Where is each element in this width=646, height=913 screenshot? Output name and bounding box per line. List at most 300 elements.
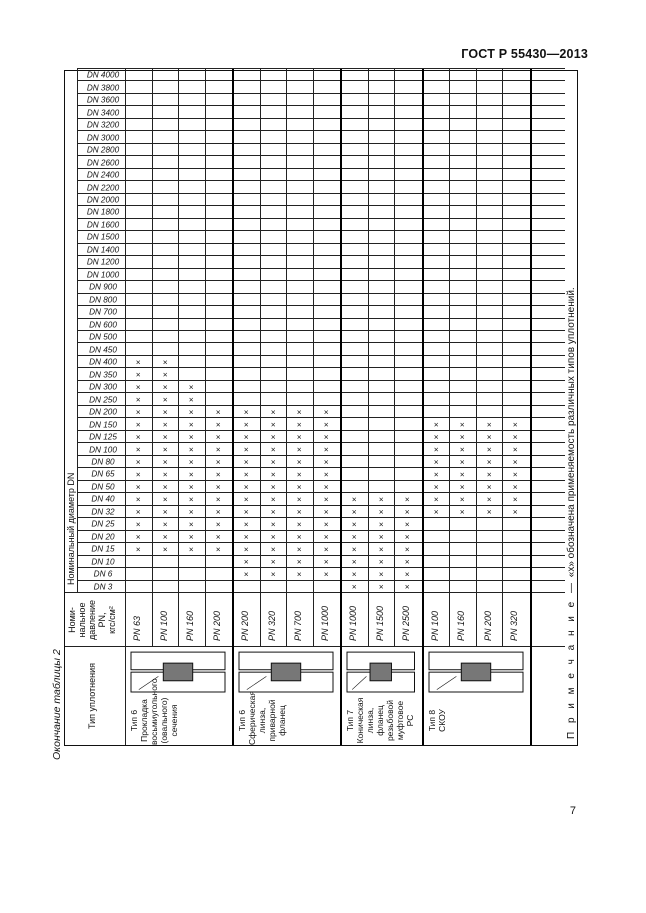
applicability-mark: × bbox=[212, 434, 223, 440]
applicability-mark: × bbox=[375, 496, 386, 502]
applicability-mark: × bbox=[510, 447, 521, 453]
pressure-value: PN 1000 bbox=[348, 605, 359, 641]
applicability-mark: × bbox=[159, 359, 170, 365]
applicability-mark: × bbox=[186, 521, 197, 527]
type-column-title: Тип уплотнения bbox=[87, 663, 97, 730]
grid-column-line bbox=[77, 480, 565, 481]
applicability-mark: × bbox=[320, 571, 331, 577]
row-rule bbox=[368, 69, 369, 647]
header-bottom-rule bbox=[125, 69, 126, 745]
applicability-mark: × bbox=[241, 534, 252, 540]
applicability-mark: × bbox=[241, 422, 252, 428]
applicability-mark: × bbox=[267, 422, 278, 428]
applicability-mark: × bbox=[267, 521, 278, 527]
applicability-mark: × bbox=[186, 422, 197, 428]
applicability-mark: × bbox=[510, 496, 521, 502]
applicability-mark: × bbox=[402, 546, 413, 552]
dn-column-label: DN 4000 bbox=[86, 70, 120, 80]
grid-column-line bbox=[77, 580, 565, 581]
applicability-mark: × bbox=[133, 384, 144, 390]
applicability-mark: × bbox=[375, 534, 386, 540]
applicability-mark: × bbox=[320, 472, 331, 477]
applicability-mark: × bbox=[241, 496, 252, 502]
applicability-mark: × bbox=[159, 534, 170, 540]
grid-column-line bbox=[77, 542, 565, 543]
type-label-line: Сферическая линза, bbox=[247, 691, 267, 745]
type-label-line: Тип 6 bbox=[237, 709, 247, 732]
applicability-mark: × bbox=[510, 459, 521, 465]
dn-column-label: DN 100 bbox=[89, 445, 117, 455]
applicability-mark: × bbox=[320, 422, 331, 428]
type-label-line: Тип 6 bbox=[129, 709, 139, 732]
grid-column-line bbox=[77, 230, 565, 231]
applicability-mark: × bbox=[212, 509, 223, 515]
dn-column-label: DN 800 bbox=[89, 295, 117, 305]
applicability-mark: × bbox=[349, 521, 360, 527]
applicability-mark: × bbox=[320, 484, 331, 490]
grid-column-line bbox=[77, 392, 565, 393]
grid-column-line bbox=[77, 168, 565, 169]
applicability-mark: × bbox=[402, 496, 413, 502]
pressure-value: PN 700 bbox=[293, 610, 304, 641]
applicability-mark: × bbox=[133, 546, 144, 552]
applicability-mark: × bbox=[186, 447, 197, 453]
pressure-value: PN 200 bbox=[240, 610, 251, 641]
applicability-mark: × bbox=[212, 484, 223, 490]
applicability-mark: × bbox=[375, 546, 386, 552]
applicability-mark: × bbox=[430, 472, 441, 477]
grid-column-line bbox=[77, 193, 565, 194]
dn-column-label: DN 150 bbox=[89, 420, 117, 430]
type-label-line: Тип 8 bbox=[426, 709, 437, 732]
applicability-mark: × bbox=[294, 521, 305, 527]
applicability-mark: × bbox=[349, 509, 360, 515]
dn-column-label: DN 700 bbox=[89, 307, 117, 317]
dn-column-label: DN 600 bbox=[89, 320, 117, 330]
dn-column-label: DN 1400 bbox=[86, 245, 120, 255]
table-note bbox=[566, 287, 577, 739]
applicability-mark: × bbox=[402, 534, 413, 540]
grid-column-line bbox=[77, 318, 565, 319]
grid-column-line bbox=[77, 342, 565, 343]
applicability-mark: × bbox=[294, 484, 305, 490]
applicability-mark: × bbox=[457, 472, 468, 477]
grid-column-line bbox=[77, 180, 565, 181]
grid-column-line bbox=[77, 205, 565, 206]
applicability-mark: × bbox=[402, 509, 413, 515]
applicability-mark: × bbox=[133, 484, 144, 490]
applicability-mark: × bbox=[402, 559, 413, 565]
applicability-mark: × bbox=[267, 496, 278, 502]
grid-column-line bbox=[77, 405, 565, 406]
applicability-mark: × bbox=[267, 571, 278, 577]
applicability-mark: × bbox=[241, 409, 252, 415]
applicability-mark: × bbox=[267, 447, 278, 453]
applicability-mark: × bbox=[402, 571, 413, 577]
applicability-mark: × bbox=[483, 459, 494, 465]
pressure-title-line: PN, bbox=[97, 612, 107, 628]
pressure-value: PN 63 bbox=[132, 615, 143, 641]
pressure-title-line: давление bbox=[87, 599, 97, 641]
applicability-mark: × bbox=[159, 521, 170, 527]
grid-column-line bbox=[77, 555, 565, 556]
grid-column-line bbox=[77, 330, 565, 331]
grid-column-line bbox=[77, 255, 565, 256]
applicability-mark: × bbox=[320, 447, 331, 453]
applicability-mark: × bbox=[241, 546, 252, 552]
note-prefix: П р и м е ч а н и е — bbox=[566, 580, 577, 739]
applicability-mark: × bbox=[186, 434, 197, 440]
grid-column-line bbox=[77, 530, 565, 531]
grid-column-line bbox=[65, 592, 565, 593]
grid-column-line bbox=[77, 417, 565, 418]
applicability-mark: × bbox=[159, 372, 170, 378]
dn-column-label: DN 2000 bbox=[86, 195, 120, 205]
applicability-mark: × bbox=[430, 422, 441, 428]
dn-column-label: DN 6 bbox=[93, 569, 113, 579]
grid-column-line bbox=[77, 155, 565, 156]
applicability-mark: × bbox=[294, 409, 305, 415]
applicability-mark: × bbox=[212, 546, 223, 552]
row-rule bbox=[260, 69, 261, 647]
dn-column-label: DN 500 bbox=[89, 332, 117, 342]
dn-column-label: DN 25 bbox=[91, 519, 115, 529]
applicability-mark: × bbox=[375, 584, 386, 590]
applicability-mark: × bbox=[430, 447, 441, 453]
dn-column-label: DN 350 bbox=[89, 370, 117, 380]
row-rule bbox=[205, 69, 206, 647]
group-rule bbox=[340, 69, 342, 745]
applicability-mark: × bbox=[457, 496, 468, 502]
applicability-mark: × bbox=[133, 372, 144, 378]
applicability-mark: × bbox=[349, 571, 360, 577]
applicability-mark: × bbox=[267, 509, 278, 515]
type-label-line: сечения bbox=[169, 704, 179, 737]
applicability-mark: × bbox=[294, 459, 305, 465]
pressure-value: PN 200 bbox=[211, 610, 222, 641]
applicability-mark: × bbox=[349, 584, 360, 590]
applicability-mark: × bbox=[186, 534, 197, 540]
grid-column-line bbox=[77, 567, 565, 568]
applicability-mark: × bbox=[457, 447, 468, 453]
applicability-mark: × bbox=[186, 459, 197, 465]
applicability-mark: × bbox=[294, 496, 305, 502]
applicability-mark: × bbox=[186, 409, 197, 415]
dn-column-label: DN 400 bbox=[89, 357, 117, 367]
pressure-title-line: нальное bbox=[77, 602, 87, 638]
applicability-mark: × bbox=[430, 484, 441, 490]
page-number: 7 bbox=[569, 805, 576, 817]
seal-drawing-icon bbox=[345, 650, 417, 694]
dn-column-label: DN 250 bbox=[89, 395, 117, 405]
dn-column-label: DN 2600 bbox=[86, 158, 120, 168]
applicability-mark: × bbox=[510, 472, 521, 477]
applicability-mark: × bbox=[186, 496, 197, 502]
applicability-mark: × bbox=[294, 472, 305, 477]
type-label-line: Прокладка bbox=[139, 699, 149, 742]
dn-group-title: Номинальный диаметр DN bbox=[66, 472, 76, 585]
seal-drawing-icon bbox=[129, 650, 227, 694]
pressure-value: PN 2500 bbox=[401, 605, 412, 641]
applicability-mark: × bbox=[186, 484, 197, 490]
pressure-value: PN 160 bbox=[456, 610, 467, 641]
applicability-mark: × bbox=[133, 434, 144, 440]
applicability-mark: × bbox=[320, 496, 331, 502]
grid-column-line bbox=[77, 93, 565, 94]
pressure-value: PN 320 bbox=[509, 610, 520, 641]
grid-column-line bbox=[77, 455, 565, 456]
grid-column-line bbox=[77, 505, 565, 506]
applicability-mark: × bbox=[159, 397, 170, 403]
grid-column-line bbox=[77, 517, 565, 518]
applicability-mark: × bbox=[241, 472, 252, 477]
applicability-mark: × bbox=[159, 459, 170, 465]
pressure-value: PN 160 bbox=[185, 610, 196, 641]
grid-column-line bbox=[77, 218, 565, 219]
dn-column-label: DN 40 bbox=[91, 494, 115, 504]
applicability-mark: × bbox=[212, 534, 223, 540]
applicability-mark: × bbox=[294, 434, 305, 440]
grid-column-line bbox=[77, 280, 565, 281]
group-rule bbox=[422, 69, 424, 745]
dn-column-label: DN 2800 bbox=[86, 145, 120, 155]
row-rule bbox=[178, 69, 179, 647]
dn-column-label: DN 20 bbox=[91, 532, 115, 542]
grid-column-line bbox=[77, 143, 565, 144]
grid-column-line bbox=[77, 105, 565, 106]
type-label-line: восьмиугольного bbox=[149, 678, 159, 745]
grid-column-line bbox=[77, 130, 565, 131]
pressure-title-line: кгс/см² bbox=[107, 606, 117, 634]
applicability-mark: × bbox=[320, 546, 331, 552]
dn-column-label: DN 1800 bbox=[86, 207, 120, 217]
rotated-table-sheet bbox=[52, 68, 586, 760]
applicability-mark: × bbox=[349, 559, 360, 565]
grid-column-line bbox=[77, 430, 565, 431]
dn-column-label: DN 65 bbox=[91, 469, 115, 479]
applicability-mark: × bbox=[320, 434, 331, 440]
applicability-mark: × bbox=[320, 409, 331, 415]
applicability-mark: × bbox=[212, 496, 223, 502]
table-caption: Окончание таблицы 2 bbox=[51, 649, 63, 760]
grid-column-line bbox=[77, 467, 565, 468]
dn-column-label: DN 32 bbox=[91, 507, 115, 517]
applicability-mark: × bbox=[402, 521, 413, 527]
grid-column-line bbox=[77, 492, 565, 493]
applicability-mark: × bbox=[375, 509, 386, 515]
grid-column-line bbox=[77, 68, 565, 69]
grid-column-line bbox=[77, 293, 565, 294]
dn-column-label: DN 3400 bbox=[86, 108, 120, 118]
applicability-mark: × bbox=[241, 434, 252, 440]
applicability-mark: × bbox=[483, 484, 494, 490]
note-text: «х» обозначена применяемость различных типов уплотнений. bbox=[566, 287, 577, 578]
applicability-mark: × bbox=[457, 422, 468, 428]
applicability-mark: × bbox=[483, 509, 494, 515]
applicability-mark: × bbox=[186, 472, 197, 477]
applicability-mark: × bbox=[349, 534, 360, 540]
applicability-mark: × bbox=[212, 521, 223, 527]
row-rule bbox=[394, 69, 395, 647]
dn-column-label: DN 2400 bbox=[86, 170, 120, 180]
applicability-mark: × bbox=[133, 472, 144, 477]
type-column-divider bbox=[65, 646, 565, 647]
type-label-line: (овального) bbox=[159, 697, 169, 744]
grid-column-line bbox=[77, 305, 565, 306]
applicability-mark: × bbox=[133, 459, 144, 465]
pressure-column-title bbox=[67, 593, 117, 647]
dn-column-label: DN 3800 bbox=[86, 83, 120, 93]
applicability-mark: × bbox=[320, 509, 331, 515]
applicability-mark: × bbox=[483, 472, 494, 477]
type-label-line: приварной фланец bbox=[267, 699, 287, 742]
applicability-mark: × bbox=[186, 397, 197, 403]
applicability-mark: × bbox=[186, 509, 197, 515]
applicability-mark: × bbox=[212, 459, 223, 465]
seal-drawing-icon bbox=[237, 650, 335, 694]
applicability-mark: × bbox=[241, 559, 252, 565]
applicability-mark: × bbox=[430, 434, 441, 440]
dn-column-label: DN 80 bbox=[91, 457, 115, 467]
applicability-mark: × bbox=[133, 534, 144, 540]
dn-column-label: DN 15 bbox=[91, 544, 115, 554]
applicability-mark: × bbox=[457, 509, 468, 515]
applicability-mark: × bbox=[186, 384, 197, 390]
applicability-mark: × bbox=[483, 422, 494, 428]
applicability-mark: × bbox=[402, 584, 413, 590]
applicability-mark: × bbox=[294, 559, 305, 565]
dn-column-label: DN 125 bbox=[89, 432, 117, 442]
pressure-value: PN 100 bbox=[429, 610, 440, 641]
applicability-mark: × bbox=[510, 509, 521, 515]
applicability-mark: × bbox=[294, 509, 305, 515]
dn-title-rule bbox=[77, 69, 78, 593]
applicability-mark: × bbox=[159, 484, 170, 490]
grid-column-line bbox=[77, 243, 565, 244]
applicability-mark: × bbox=[212, 422, 223, 428]
applicability-mark: × bbox=[133, 509, 144, 515]
applicability-mark: × bbox=[241, 509, 252, 515]
applicability-mark: × bbox=[294, 422, 305, 428]
applicability-mark: × bbox=[241, 447, 252, 453]
applicability-mark: × bbox=[159, 546, 170, 552]
applicability-mark: × bbox=[267, 409, 278, 415]
applicability-mark: × bbox=[457, 434, 468, 440]
grid-column-line bbox=[77, 380, 565, 381]
applicability-mark: × bbox=[294, 546, 305, 552]
applicability-mark: × bbox=[133, 447, 144, 453]
seal-type-label bbox=[427, 696, 447, 745]
row-rule bbox=[449, 69, 450, 647]
dn-column-label: DN 2200 bbox=[86, 183, 120, 193]
applicability-mark: × bbox=[212, 472, 223, 477]
seal-drawing-icon bbox=[427, 650, 525, 694]
applicability-mark: × bbox=[375, 559, 386, 565]
dn-column-label: DN 900 bbox=[89, 282, 117, 292]
pressure-value: PN 320 bbox=[266, 610, 277, 641]
applicability-mark: × bbox=[241, 459, 252, 465]
grid-column-line bbox=[77, 80, 565, 81]
applicability-mark: × bbox=[159, 422, 170, 428]
grid-column-line bbox=[77, 442, 565, 443]
dn-column-label: DN 3200 bbox=[86, 120, 120, 130]
row-rule bbox=[502, 69, 503, 647]
applicability-mark: × bbox=[267, 559, 278, 565]
dn-column-label: DN 1000 bbox=[86, 270, 120, 280]
pressure-value: PN 1000 bbox=[319, 605, 330, 641]
applicability-mark: × bbox=[320, 521, 331, 527]
applicability-mark: × bbox=[457, 484, 468, 490]
applicability-mark: × bbox=[241, 521, 252, 527]
applicability-mark: × bbox=[186, 546, 197, 552]
applicability-mark: × bbox=[241, 571, 252, 577]
applicability-mark: × bbox=[320, 559, 331, 565]
row-rule bbox=[286, 69, 287, 647]
pressure-value: PN 100 bbox=[158, 610, 169, 641]
applicability-mark: × bbox=[349, 546, 360, 552]
applicability-mark: × bbox=[457, 459, 468, 465]
applicability-mark: × bbox=[510, 422, 521, 428]
applicability-mark: × bbox=[267, 459, 278, 465]
applicability-mark: × bbox=[483, 447, 494, 453]
type-label-line: Коническая линза, bbox=[355, 697, 375, 744]
applicability-mark: × bbox=[159, 496, 170, 502]
applicability-mark: × bbox=[159, 384, 170, 390]
applicability-mark: × bbox=[510, 434, 521, 440]
applicability-mark: × bbox=[133, 422, 144, 428]
applicability-mark: × bbox=[267, 434, 278, 440]
seal-type-label bbox=[129, 678, 179, 745]
pressure-title-line: Номи- bbox=[67, 607, 77, 633]
applicability-mark: × bbox=[267, 484, 278, 490]
applicability-mark: × bbox=[159, 409, 170, 415]
dn-column-label: DN 1200 bbox=[86, 257, 120, 267]
applicability-mark: × bbox=[159, 509, 170, 515]
applicability-mark: × bbox=[267, 546, 278, 552]
grid-column-line bbox=[77, 367, 565, 368]
dn-column-label: DN 3 bbox=[93, 582, 113, 592]
dn-column-label: DN 50 bbox=[91, 482, 115, 492]
dn-column-label: DN 450 bbox=[89, 345, 117, 355]
applicability-mark: × bbox=[294, 534, 305, 540]
applicability-mark: × bbox=[267, 534, 278, 540]
sealing-types-table bbox=[64, 70, 578, 746]
dn-column-label: DN 1500 bbox=[86, 232, 120, 242]
applicability-mark: × bbox=[430, 459, 441, 465]
applicability-mark: × bbox=[212, 409, 223, 415]
applicability-mark: × bbox=[159, 447, 170, 453]
applicability-mark: × bbox=[133, 397, 144, 403]
applicability-mark: × bbox=[294, 447, 305, 453]
applicability-mark: × bbox=[294, 571, 305, 577]
grid-column-line bbox=[77, 268, 565, 269]
group-rule bbox=[530, 69, 532, 745]
applicability-mark: × bbox=[267, 472, 278, 477]
row-rule bbox=[152, 69, 153, 647]
dn-column-label: DN 10 bbox=[91, 557, 115, 567]
grid-column-line bbox=[77, 355, 565, 356]
dn-column-label: DN 1600 bbox=[86, 220, 120, 230]
applicability-mark: × bbox=[241, 484, 252, 490]
applicability-mark: × bbox=[430, 496, 441, 502]
applicability-mark: × bbox=[430, 509, 441, 515]
dn-column-label: DN 200 bbox=[89, 407, 117, 417]
row-rule bbox=[476, 69, 477, 647]
seal-type-label bbox=[237, 691, 287, 745]
applicability-mark: × bbox=[320, 459, 331, 465]
applicability-mark: × bbox=[133, 359, 144, 365]
applicability-mark: × bbox=[375, 521, 386, 527]
